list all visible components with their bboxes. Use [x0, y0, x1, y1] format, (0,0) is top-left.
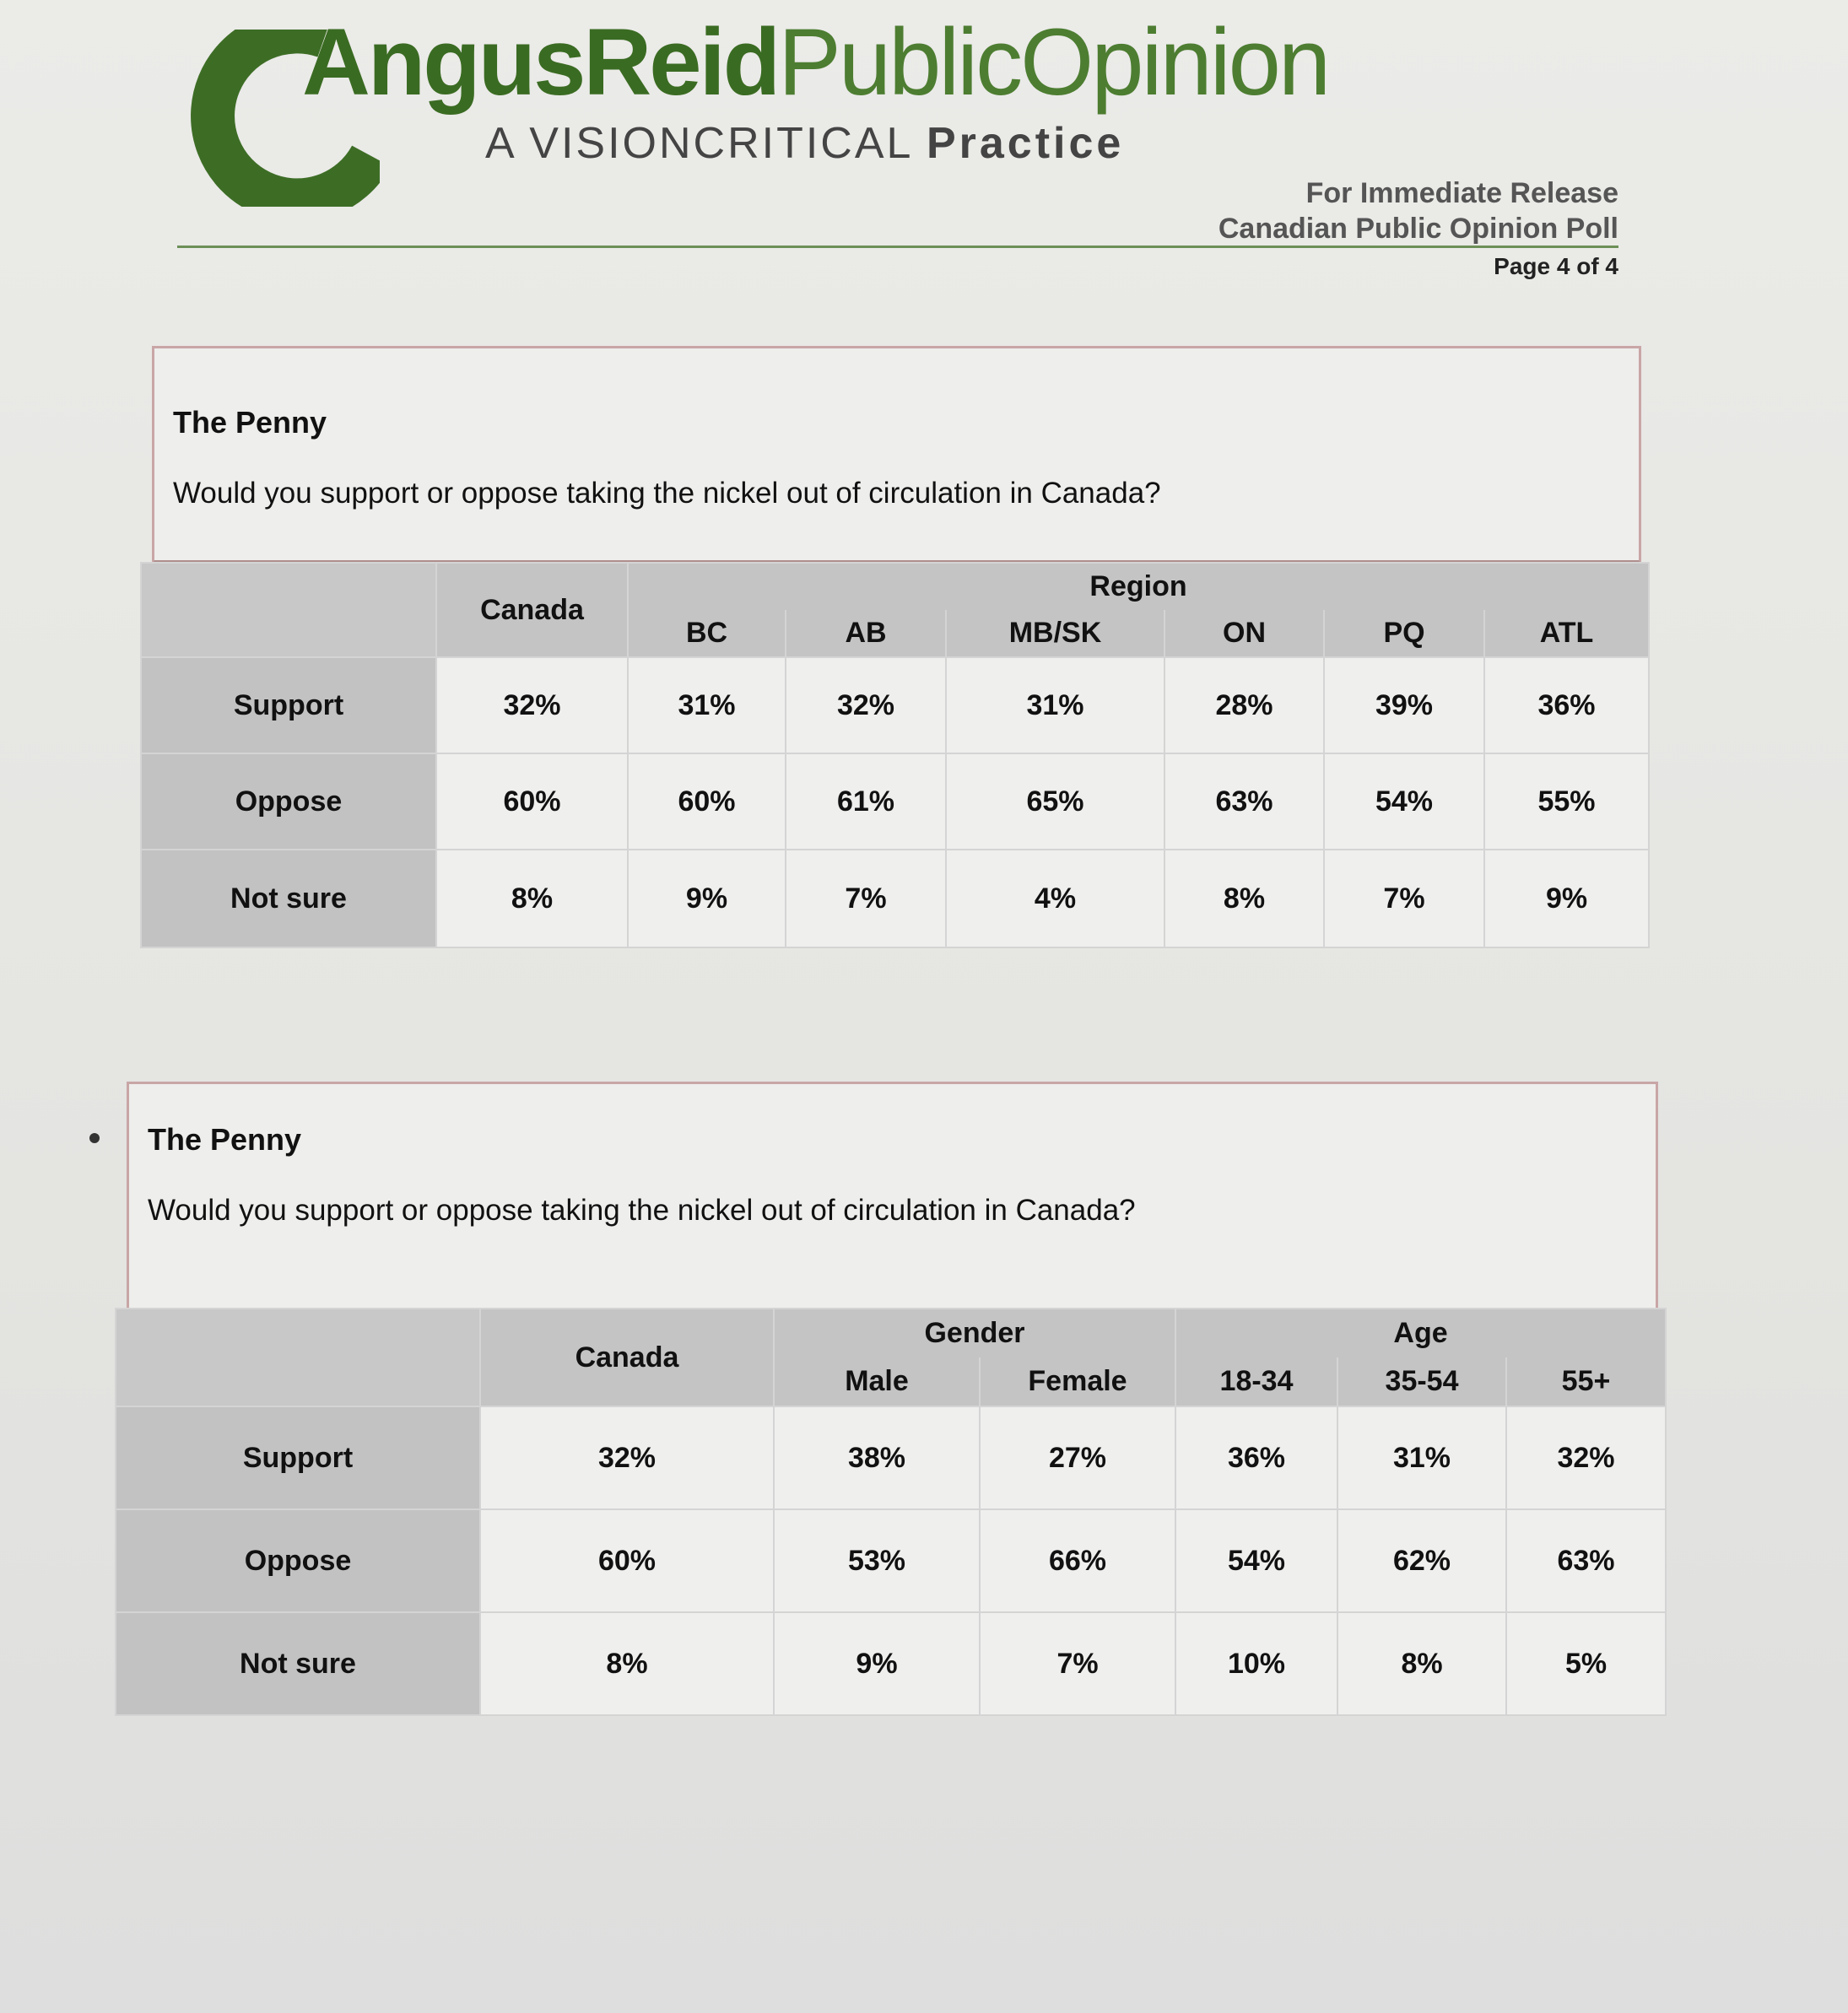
cell-value: 27%: [980, 1406, 1175, 1509]
cell-value: 62%: [1337, 1509, 1506, 1612]
cell-value: 9%: [1484, 850, 1649, 947]
question-title: The Penny: [148, 1122, 302, 1157]
brand-name-light: PublicOpinion: [778, 9, 1329, 115]
cell-value: 7%: [1324, 850, 1484, 947]
tagline-suffix: Practice: [926, 119, 1125, 168]
col-header-mbsk: MB/SK: [946, 610, 1164, 657]
col-header-atl: ATL: [1484, 610, 1649, 657]
cell-value: 7%: [980, 1612, 1175, 1715]
cell-value: 63%: [1506, 1509, 1666, 1612]
cell-value: 32%: [786, 657, 946, 753]
table-row: [141, 850, 1649, 947]
question-box-region: [152, 346, 1641, 564]
header-blank-cell: [116, 1309, 480, 1406]
col-header-35-54: 35-54: [1337, 1357, 1506, 1406]
release-info: [1218, 175, 1618, 246]
brand-tagline: [485, 118, 1124, 169]
cell-value: 53%: [774, 1509, 980, 1612]
cell-value: 55%: [1484, 753, 1649, 850]
row-label-oppose: Oppose: [116, 1509, 480, 1612]
cell-value: 65%: [946, 753, 1164, 850]
cell-canada: 60%: [480, 1509, 774, 1612]
table-row: [141, 753, 1649, 850]
cell-canada: 60%: [436, 753, 628, 850]
release-line-1: For Immediate Release: [1305, 177, 1618, 209]
row-label-not-sure: Not sure: [141, 850, 436, 947]
col-header-18-34: 18-34: [1175, 1357, 1337, 1406]
table-row: [116, 1406, 1666, 1509]
page-number: Page 4 of 4: [1494, 253, 1618, 279]
header-blank-cell: [141, 563, 436, 657]
cell-value: 7%: [786, 850, 946, 947]
cell-value: 60%: [628, 753, 786, 850]
row-label-oppose: Oppose: [141, 753, 436, 850]
table-row: [116, 1509, 1666, 1612]
cell-value: 5%: [1506, 1612, 1666, 1715]
question-box-demographics: [127, 1082, 1658, 1311]
cell-value: 54%: [1175, 1509, 1337, 1612]
cell-canada: 8%: [436, 850, 628, 947]
bullet-marker: [89, 1133, 100, 1143]
cell-value: 39%: [1324, 657, 1484, 753]
header-divider: [177, 246, 1618, 248]
row-label-support: Support: [116, 1406, 480, 1509]
cell-value: 31%: [1337, 1406, 1506, 1509]
table-row: [116, 1612, 1666, 1715]
cell-value: 54%: [1324, 753, 1484, 850]
row-label-support: Support: [141, 657, 436, 753]
cell-value: 36%: [1484, 657, 1649, 753]
question-text: Would you support or oppose taking the nickel out of circulation in Canada?: [148, 1194, 1136, 1227]
col-header-canada: Canada: [436, 563, 628, 657]
cell-value: 38%: [774, 1406, 980, 1509]
col-header-bc: BC: [628, 610, 786, 657]
tagline-prefix: A VISIONCRITICAL: [485, 119, 912, 168]
question-title: The Penny: [173, 405, 327, 440]
cell-value: 4%: [946, 850, 1164, 947]
row-label-not-sure: Not sure: [116, 1612, 480, 1715]
cell-value: 31%: [946, 657, 1164, 753]
col-header-pq: PQ: [1324, 610, 1484, 657]
cell-value: 10%: [1175, 1612, 1337, 1715]
cell-value: 8%: [1337, 1612, 1506, 1715]
group-header-region: Region: [628, 563, 1649, 610]
release-line-2: Canadian Public Opinion Poll: [1218, 213, 1618, 245]
group-header-age: Age: [1175, 1309, 1666, 1357]
cell-canada: 32%: [436, 657, 628, 753]
col-header-female: Female: [980, 1357, 1175, 1406]
cell-value: 31%: [628, 657, 786, 753]
cell-value: 66%: [980, 1509, 1175, 1612]
col-header-canada: Canada: [480, 1309, 774, 1406]
group-header-gender: Gender: [774, 1309, 1175, 1357]
brand-wordmark: [302, 9, 1329, 115]
cell-value: 32%: [1506, 1406, 1666, 1509]
cell-value: 8%: [1164, 850, 1324, 947]
cell-value: 9%: [628, 850, 786, 947]
cell-value: 36%: [1175, 1406, 1337, 1509]
col-header-on: ON: [1164, 610, 1324, 657]
question-text: Would you support or oppose taking the nickel out of circulation in Canada?: [173, 477, 1161, 510]
cell-value: 28%: [1164, 657, 1324, 753]
region-results-table: [140, 562, 1650, 948]
cell-canada: 32%: [480, 1406, 774, 1509]
table-row: [141, 657, 1649, 753]
cell-value: 63%: [1164, 753, 1324, 850]
col-header-ab: AB: [786, 610, 946, 657]
col-header-55-plus: 55+: [1506, 1357, 1666, 1406]
col-header-male: Male: [774, 1357, 980, 1406]
cell-canada: 8%: [480, 1612, 774, 1715]
brand-name-bold: AngusReid: [302, 9, 779, 115]
cell-value: 61%: [786, 753, 946, 850]
cell-value: 9%: [774, 1612, 980, 1715]
demographic-results-table: [115, 1308, 1667, 1716]
